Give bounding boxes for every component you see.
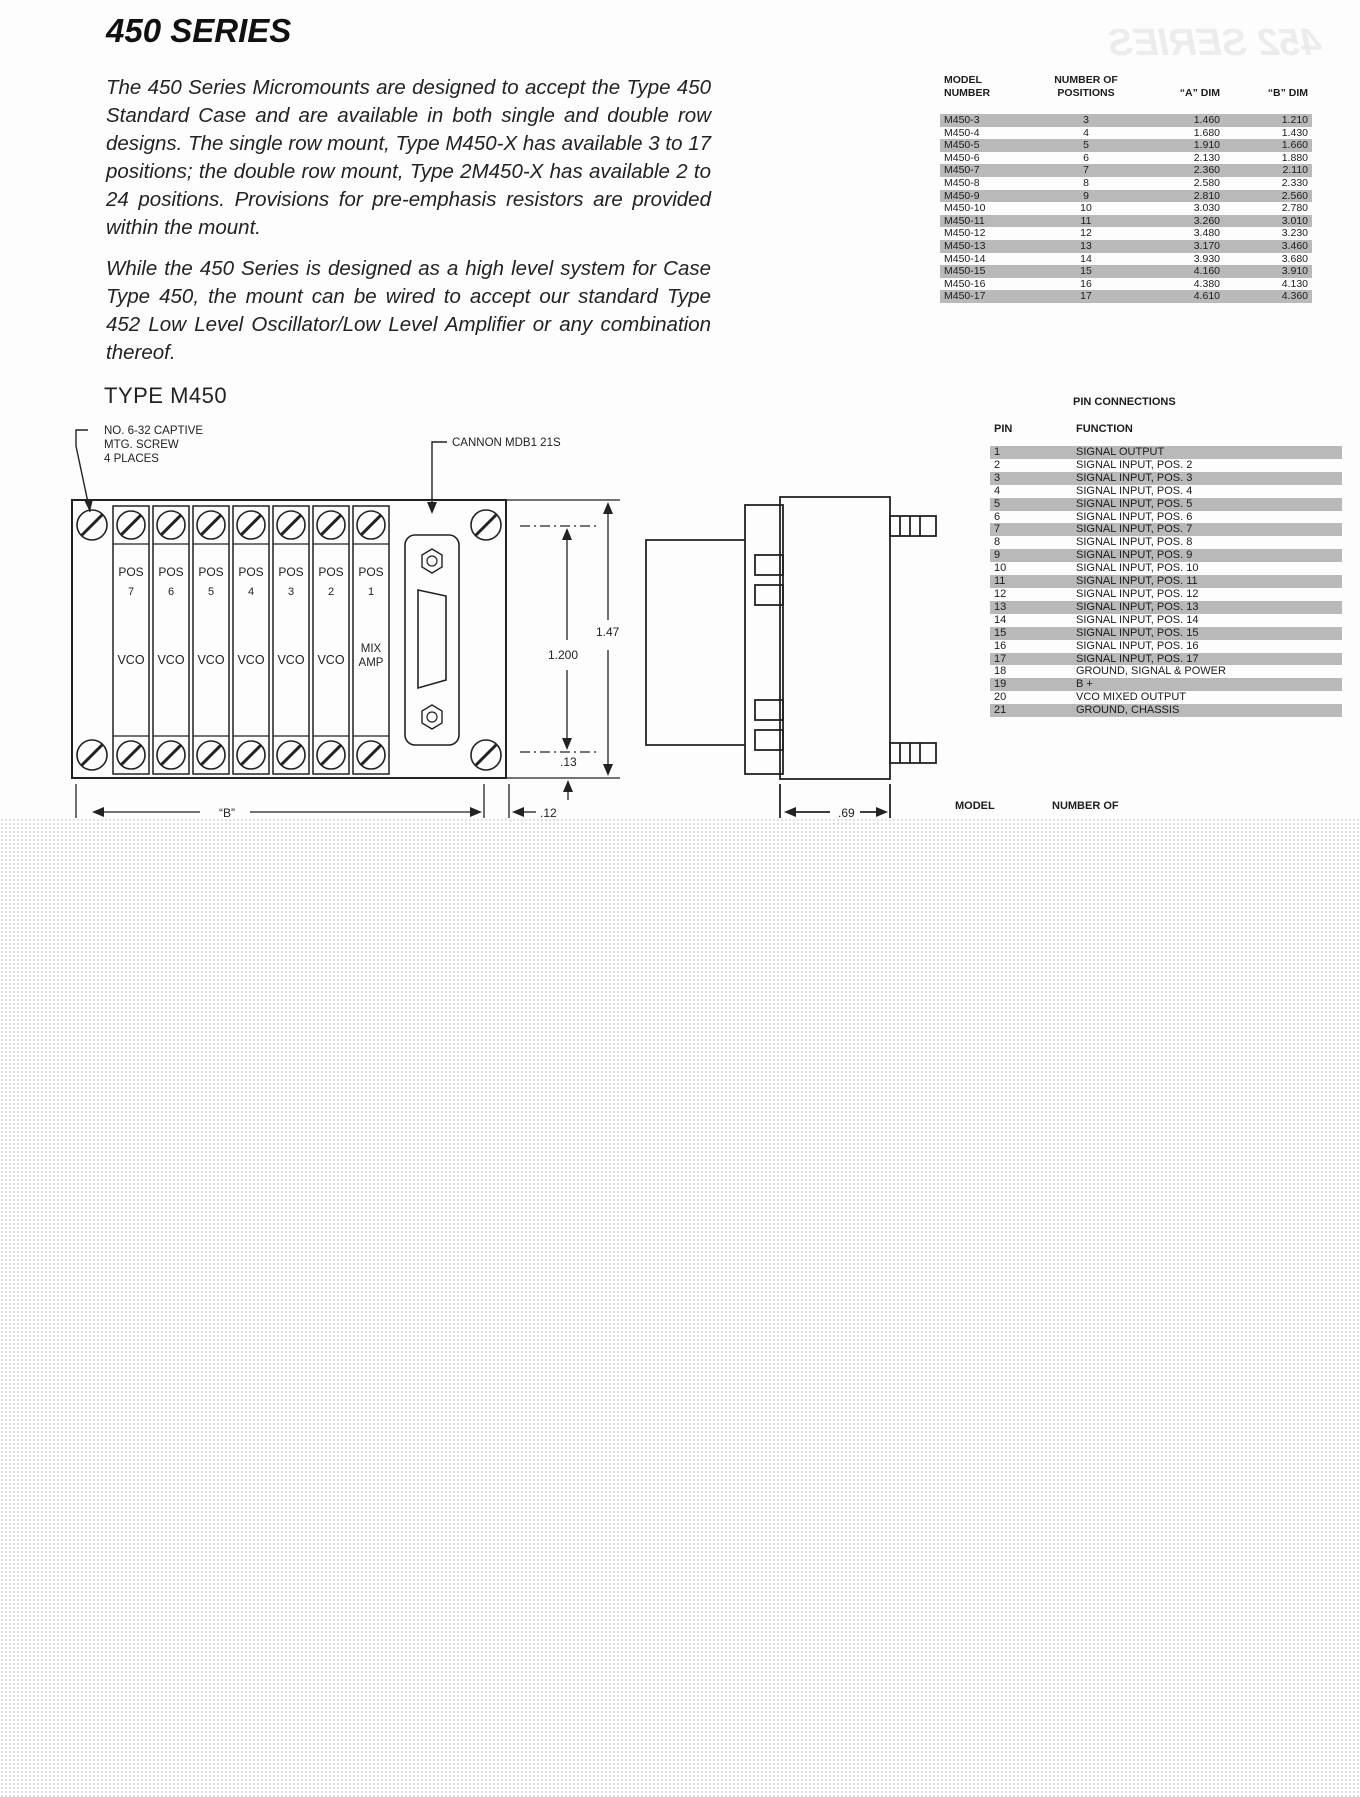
function-cell: SIGNAL INPUT, POS. 14 — [1076, 613, 1199, 626]
pin-cell: 2 — [994, 458, 1001, 471]
table-row — [990, 536, 1342, 549]
table-spacer — [940, 100, 1312, 114]
function-cell: SIGNAL INPUT, POS. 16 — [1076, 639, 1199, 652]
pin-cell: 18 — [994, 665, 1007, 678]
pin-cell: 8 — [994, 536, 1001, 549]
dim-69: .69 — [838, 806, 855, 818]
screw-icon — [197, 511, 225, 539]
model-cell: M450-5 — [940, 139, 1036, 152]
table-row — [990, 562, 1342, 575]
model-cell: M450-13 — [940, 240, 1036, 253]
b-dim-cell: 1.210 — [1224, 114, 1312, 127]
screw-icon — [117, 741, 145, 769]
pin-cell: 5 — [990, 498, 1072, 511]
pin-cell: 4 — [994, 484, 1001, 497]
b-dim-cell: 2.780 — [1281, 202, 1308, 215]
screw-icon — [117, 511, 145, 539]
function-cell: SIGNAL INPUT, POS. 13 — [1072, 601, 1342, 614]
model-cell: M450-10 — [944, 202, 986, 215]
bleed-through-title: 452 SERIES — [1108, 22, 1322, 64]
a-dim-cell: 3.260 — [1136, 215, 1224, 228]
function-cell: SIGNAL INPUT, POS. 17 — [1072, 653, 1342, 666]
positions-cell: 7 — [1036, 164, 1136, 177]
screw-callout — [76, 425, 203, 512]
function-cell: B + — [1072, 678, 1342, 691]
b-dim-cell: 3.910 — [1224, 265, 1312, 278]
table-row — [990, 627, 1342, 640]
positions-cell: 14 — [1080, 252, 1092, 265]
mounting-screws — [77, 510, 501, 770]
screw-icon — [357, 741, 385, 769]
dimension-arrows — [562, 502, 613, 792]
model-cell: M450-16 — [944, 277, 986, 290]
function-cell: SIGNAL INPUT, POS. 10 — [1076, 562, 1199, 575]
table-row — [990, 614, 1342, 627]
screw-icon — [317, 741, 345, 769]
table-row — [940, 127, 1312, 140]
screw-icon — [471, 510, 501, 540]
positions-cell: 17 — [1036, 290, 1136, 303]
function-header: FUNCTION — [1076, 423, 1133, 435]
a-dim-cell: 2.580 — [1193, 176, 1220, 189]
position-label: POS — [278, 565, 304, 579]
model-header: MODEL NUMBER — [944, 74, 991, 99]
pin-cell: 17 — [990, 653, 1072, 666]
position-number: 3 — [287, 586, 295, 598]
position-label: POS — [158, 565, 184, 579]
position-slot — [313, 506, 349, 774]
position-slot — [353, 506, 389, 774]
screw-icon — [317, 511, 345, 539]
module-label: VCO — [157, 653, 185, 667]
function-cell: SIGNAL INPUT, POS. 7 — [1072, 523, 1342, 536]
position-number: 1 — [367, 586, 375, 598]
pin-cell: 21 — [990, 704, 1072, 717]
screw-note-line-1: NO. 6-32 CAPTIVE — [104, 425, 204, 437]
screw-icon — [157, 741, 185, 769]
b-dim-cell: 1.430 — [1281, 126, 1308, 139]
model-table-header — [940, 74, 1312, 100]
screw-icon — [197, 741, 225, 769]
model-dimension-table — [940, 74, 1312, 303]
table-row — [990, 640, 1342, 653]
b-dimension — [76, 784, 536, 818]
table-row — [940, 202, 1312, 215]
m450-mechanical-drawing — [0, 400, 980, 818]
table-row — [940, 215, 1312, 228]
function-cell: SIGNAL INPUT, POS. 8 — [1076, 536, 1193, 549]
screw-icon — [277, 741, 305, 769]
table-row — [940, 114, 1312, 127]
position-number: 6 — [167, 586, 175, 598]
dim-147: 1.47 — [596, 625, 620, 639]
model-cell: M450-11 — [940, 215, 1036, 228]
positions-cell: 15 — [1036, 265, 1136, 278]
table-row — [990, 446, 1342, 459]
table-row — [990, 588, 1342, 601]
position-label: POS — [238, 565, 264, 579]
module-label: VCO — [237, 653, 265, 667]
table-row — [990, 601, 1342, 614]
function-cell: SIGNAL INPUT, POS. 11 — [1072, 575, 1342, 588]
table-row — [990, 511, 1342, 524]
positions-cell: 5 — [1036, 139, 1136, 152]
a-dim-cell: 1.910 — [1136, 139, 1224, 152]
table-row — [990, 691, 1342, 704]
a-dim-cell: 3.170 — [1136, 240, 1224, 253]
table-row — [990, 678, 1342, 691]
pin-cell: 14 — [994, 613, 1007, 626]
model-cell: M450-8 — [944, 176, 980, 189]
position-number: 2 — [327, 586, 335, 598]
position-label: POS — [118, 565, 144, 579]
pin-connections-table — [990, 422, 1342, 717]
table-row — [940, 164, 1312, 177]
table-row — [940, 152, 1312, 165]
pin-cell: 3 — [990, 472, 1072, 485]
b-dim-cell: 3.230 — [1281, 227, 1308, 240]
screw-icon — [471, 740, 501, 770]
function-cell: SIGNAL INPUT, POS. 5 — [1072, 498, 1342, 511]
pin-cell: 16 — [994, 639, 1007, 652]
function-cell: SIGNAL OUTPUT — [1072, 446, 1342, 459]
screw-icon — [237, 511, 265, 539]
positions-cell: 11 — [1036, 215, 1136, 228]
position-slot — [233, 506, 269, 774]
positions-cell: 13 — [1036, 240, 1136, 253]
table-row — [990, 523, 1342, 536]
screw-icon — [357, 511, 385, 539]
function-cell: SIGNAL INPUT, POS. 3 — [1072, 472, 1342, 485]
model-cell: M450-6 — [944, 151, 980, 164]
position-slot — [193, 506, 229, 774]
pin-cell: 19 — [990, 678, 1072, 691]
function-cell: SIGNAL INPUT, POS. 2 — [1076, 458, 1193, 471]
model-cell: M450-17 — [940, 290, 1036, 303]
b-dim-cell: 2.330 — [1281, 176, 1308, 189]
position-slot — [153, 506, 189, 774]
pin-cell: 9 — [990, 549, 1072, 562]
positions-cell: 4 — [1083, 126, 1089, 139]
screw-icon — [77, 510, 107, 540]
empty-background — [0, 818, 1360, 1797]
table-row — [940, 177, 1312, 190]
positions-cell: 8 — [1083, 176, 1089, 189]
module-label: VCO — [197, 653, 225, 667]
model-cell: M450-15 — [940, 265, 1036, 278]
table-row — [990, 472, 1342, 485]
a-dim-cell: 2.130 — [1193, 151, 1220, 164]
positions-cell: 12 — [1080, 227, 1092, 240]
table-row — [940, 139, 1312, 152]
function-cell: GROUND, CHASSIS — [1072, 704, 1342, 717]
table-row — [940, 240, 1312, 253]
page-title: 450 SERIES — [106, 12, 292, 49]
side-view — [646, 497, 936, 818]
model-cell: M450-14 — [944, 252, 986, 265]
module-label: MIX AMP — [358, 643, 384, 669]
model-cell: M450-12 — [944, 227, 986, 240]
b-dim-cell: 2.560 — [1224, 190, 1312, 203]
table-row — [940, 227, 1312, 240]
module-label: VCO — [277, 653, 305, 667]
pin-cell: 7 — [990, 523, 1072, 536]
table-row — [940, 253, 1312, 266]
a-dim-cell: 4.380 — [1193, 277, 1220, 290]
b-dim-cell: 4.360 — [1224, 290, 1312, 303]
bottom-model-header: MODEL — [955, 800, 995, 812]
screw-icon — [237, 741, 265, 769]
screw-icon — [157, 511, 185, 539]
screw-note-line-2: MTG. SCREW — [104, 439, 179, 451]
d-sub-connector — [405, 535, 459, 745]
a-dim-cell: 2.810 — [1136, 190, 1224, 203]
a-dim-cell: 4.160 — [1136, 265, 1224, 278]
a-dim-cell: 3.480 — [1193, 227, 1220, 240]
connector-label: CANNON MDB1 21S — [452, 437, 561, 449]
function-cell: SIGNAL INPUT, POS. 12 — [1076, 587, 1199, 600]
table-row — [990, 665, 1342, 678]
a-dim-cell: 2.360 — [1136, 164, 1224, 177]
position-slot — [113, 506, 149, 774]
position-label: POS — [198, 565, 224, 579]
screw-icon — [77, 740, 107, 770]
dim-12: .12 — [540, 806, 557, 818]
drawing-title: TYPE M450 — [104, 383, 228, 408]
function-cell: VCO MIXED OUTPUT — [1076, 691, 1187, 704]
model-cell: M450-3 — [940, 114, 1036, 127]
pin-cell: 1 — [990, 446, 1072, 459]
pin-cell: 12 — [994, 587, 1007, 600]
a-dim-header: “A” DIM — [1179, 87, 1220, 99]
position-number: 5 — [207, 586, 215, 598]
positions-cell: 3 — [1036, 114, 1136, 127]
table-row — [940, 190, 1312, 203]
a-dim-cell: 4.610 — [1136, 290, 1224, 303]
positions-header: NUMBER OF POSITIONS — [1054, 74, 1118, 99]
table-row — [990, 704, 1342, 717]
a-dim-cell: 1.460 — [1136, 114, 1224, 127]
table-row — [940, 265, 1312, 278]
dim-13: .13 — [560, 755, 577, 769]
model-cell: M450-4 — [944, 126, 980, 139]
model-cell: M450-7 — [940, 164, 1036, 177]
pin-cell: 20 — [994, 691, 1007, 704]
position-number: 7 — [127, 586, 135, 598]
table-row — [990, 549, 1342, 562]
positions-cell: 6 — [1083, 151, 1089, 164]
table-row — [990, 485, 1342, 498]
a-dim-cell: 3.030 — [1193, 202, 1220, 215]
intro-text — [106, 74, 711, 380]
b-dim-cell: 1.880 — [1281, 151, 1308, 164]
pin-cell: 15 — [990, 627, 1072, 640]
table-row — [990, 653, 1342, 666]
table-row — [940, 278, 1312, 291]
position-slot — [273, 506, 309, 774]
module-label: VCO — [317, 653, 345, 667]
function-cell: SIGNAL INPUT, POS. 9 — [1072, 549, 1342, 562]
table-row — [990, 498, 1342, 511]
pin-connections-title: PIN CONNECTIONS — [1073, 396, 1176, 408]
screw-icon — [277, 511, 305, 539]
pin-cell: 6 — [994, 510, 1001, 523]
dim-1200: 1.200 — [548, 648, 579, 662]
module-label: VCO — [117, 653, 145, 667]
function-cell: SIGNAL INPUT, POS. 6 — [1076, 510, 1193, 523]
dim-b: “B” — [219, 806, 235, 818]
screw-note-line-3: 4 PLACES — [104, 453, 159, 465]
a-dim-cell: 1.680 — [1193, 126, 1220, 139]
b-dim-cell: 2.110 — [1224, 164, 1312, 177]
positions-cell: 9 — [1036, 190, 1136, 203]
connector-callout — [427, 437, 561, 514]
positions-cell: 16 — [1080, 277, 1092, 290]
table-row — [940, 290, 1312, 303]
b-dim-cell: 3.010 — [1224, 215, 1312, 228]
pin-cell: 13 — [990, 601, 1072, 614]
b-dim-cell: 1.660 — [1224, 139, 1312, 152]
positions-cell: 10 — [1080, 202, 1092, 215]
function-cell: GROUND, SIGNAL & POWER — [1076, 665, 1226, 678]
pin-table-header — [990, 422, 1342, 446]
pin-cell: 10 — [994, 562, 1007, 575]
position-label: POS — [318, 565, 344, 579]
pin-header: PIN — [994, 423, 1013, 435]
position-number: 4 — [247, 586, 255, 598]
position-label: POS — [358, 565, 384, 579]
pin-cell: 11 — [990, 575, 1072, 588]
model-cell: M450-9 — [940, 190, 1036, 203]
b-dim-cell: 3.680 — [1281, 252, 1308, 265]
position-slots — [113, 506, 389, 774]
function-cell: SIGNAL INPUT, POS. 15 — [1072, 627, 1342, 640]
a-dim-cell: 3.930 — [1193, 252, 1220, 265]
intro-paragraph-2: While the 450 Series is designed as a high level system for Case Type 450, the mount can be wired to accept our standard Type 452 Low Level Oscillator/Low Level Amplifier or any combination thereof. — [106, 257, 711, 364]
table-row — [990, 459, 1342, 472]
b-dim-cell: 4.130 — [1281, 277, 1308, 290]
intro-paragraph-1: The 450 Series Micromounts are designed to accept the Type 450 Standard Case and are available in both single and double row designs. The single row mount, Type M450-X has available 3 to 17 positions; the double row mount, Type 2M450-X has available 2 to 24 positions. Provisions for pre-emphasis resistors are provided within the mount. — [106, 76, 711, 239]
function-cell: SIGNAL INPUT, POS. 4 — [1076, 484, 1193, 497]
b-dim-cell: 3.460 — [1224, 240, 1312, 253]
table-row — [990, 575, 1342, 588]
b-dim-header: “B” DIM — [1267, 87, 1308, 99]
bottom-positions-header: NUMBER OF — [1052, 800, 1119, 812]
